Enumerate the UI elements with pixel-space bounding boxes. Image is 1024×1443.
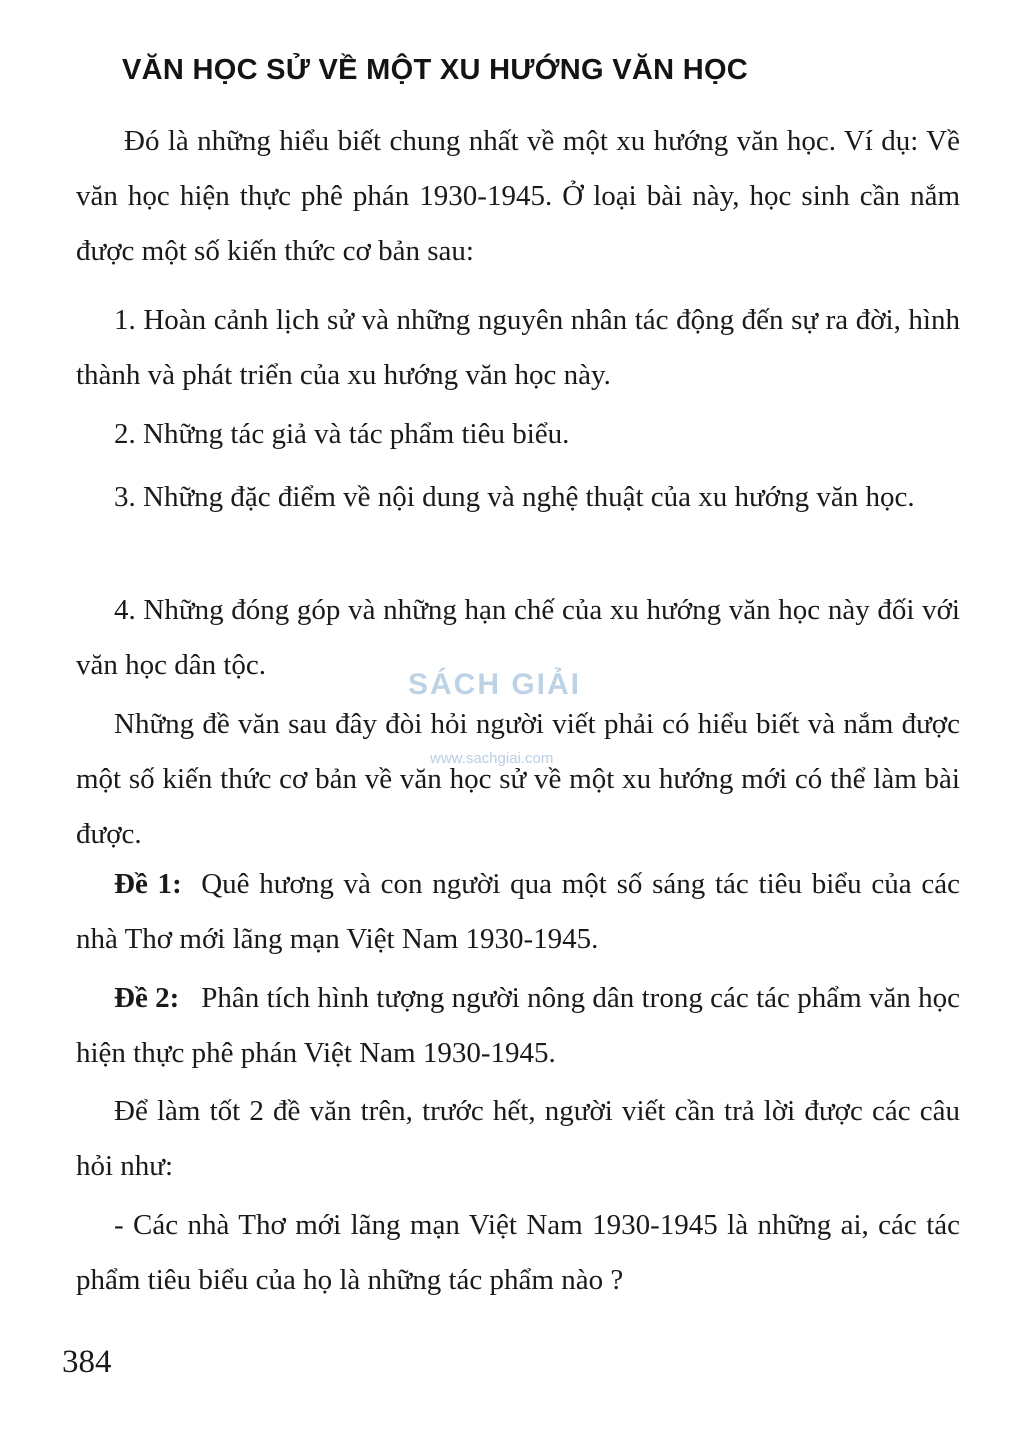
list-item: [76, 583, 960, 693]
watermark-url: www.sachgiai.com: [430, 750, 554, 767]
transition-paragraph: [76, 697, 960, 862]
question-paragraph: [76, 1198, 960, 1308]
topic-1-text: Quê hương và con người qua một số sáng tác tiêu biểu của các nhà Thơ mới lãng mạn Việt Nam 1930-1945.: [76, 868, 961, 955]
watermark-title: SÁCH GIẢI: [408, 668, 582, 701]
topic-2-label: Đề 2: [114, 982, 170, 1014]
intro-text: Đó là những hiểu biết chung nhất về một xu hướng văn học. Ví dụ: Về văn học hiện thực phê phán 1930-1945. Ở loại bài này, học sinh cần nắm được một số kiến thức cơ bản sau:: [76, 125, 960, 267]
item-2-text: 2. Những tác giả và tác phẩm tiêu biểu.: [114, 418, 570, 450]
item-4-text: 4. Những đóng góp và những hạn chế của xu hướng văn học này đối với văn học dân tộc.: [76, 594, 960, 681]
item-3-text: 3. Những đặc điểm về nội dung và nghệ thuật của xu hướng văn học.: [114, 481, 915, 513]
topic-2-text: Phân tích hình tượng người nông dân trong các tác phẩm văn học hiện thực phê phán Việt Nam 1930-1945.: [76, 982, 960, 1069]
topic-1-label: Đề 1: [114, 868, 173, 900]
list-item: [76, 470, 960, 525]
list-item: [76, 293, 960, 403]
topic-2-paragraph: Đề 2: Phân tích hình tượng người nông dân trong các tác phẩm văn học hiện thực phê phán Việt Nam 1930-1945.: [76, 982, 960, 1069]
intro-paragraph: [76, 114, 960, 279]
page-number: 384: [62, 1344, 112, 1380]
transition-text: Những đề văn sau đây đòi hỏi người viết phải có hiểu biết và nắm được một số kiến thức cơ bản về văn học sử về một xu hướng mới có thể làm bài được.: [76, 708, 960, 850]
list-item: [76, 407, 960, 462]
topic-1-paragraph: Đề 1: Quê hương và con người qua một số sáng tác tiêu biểu của các nhà Thơ mới lãng mạn Việt Nam 1930-1945.: [76, 868, 961, 955]
guidance-text: Để làm tốt 2 đề văn trên, trước hết, người viết cần trả lời được các câu hỏi như:: [76, 1095, 960, 1182]
item-1-text: 1. Hoàn cảnh lịch sử và những nguyên nhân tác động đến sự ra đời, hình thành và phát triển của xu hướng văn học này.: [76, 304, 960, 391]
guidance-paragraph: [76, 1084, 960, 1194]
section-heading: VĂN HỌC SỬ VỀ MỘT XU HƯỚNG VĂN HỌC: [122, 54, 749, 86]
question-text: - Các nhà Thơ mới lãng mạn Việt Nam 1930-1945 là những ai, các tác phẩm tiêu biểu của họ là những tác phẩm nào ?: [76, 1209, 960, 1296]
